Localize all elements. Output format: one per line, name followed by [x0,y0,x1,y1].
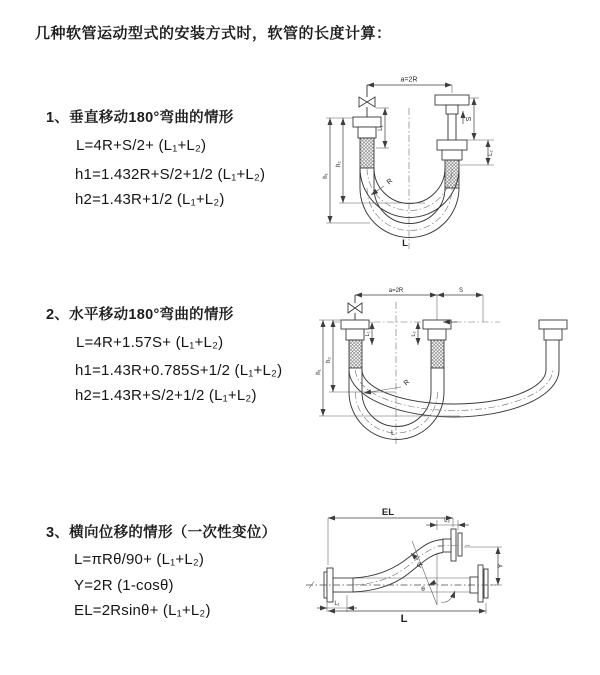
fixed-pipe-fitting [341,320,369,368]
phantom-straight-position [353,565,488,602]
dim-label-l1: L₁ [334,601,340,607]
dim-s [437,288,483,322]
length-label: L [400,613,408,625]
length-label: L [402,238,408,249]
diagram-horizontal-180-bend [305,280,595,450]
diagram-vertical-180-bend [308,66,588,261]
length-label: L [391,430,395,437]
radius-label: R [402,378,412,388]
dim-label-h1: h₁ [323,173,329,179]
section-1-formula-L: L=4R+S/2+ (L₁+L₂) [76,137,207,154]
dim-l2 [411,322,418,345]
radius-label: R [416,561,425,570]
section-2-formula-L: L=4R+1.57S+ (L₁+L₂) [76,334,224,351]
dim-label-s: S [466,116,473,122]
right-pipe-fitting [435,95,469,188]
dim-label-l1: L₁ [378,125,384,131]
dim-label-l1: L₁ [365,331,371,337]
section-3-formula-Y: Y=2R (1-cosθ) [74,577,174,594]
section-1-formula-h2: h2=1.43R+1/2 (L₁+L₂) [75,191,225,208]
page-title: 几种软管运动型式的安装方式时，软管的长度计算： [35,25,392,42]
section-3-formula-EL: EL=2Rsinθ+ (L₁+L₂) [74,602,211,619]
radius-callout [364,379,411,393]
section-1-heading: 1、垂直移动180°弯曲的情形 [46,110,234,126]
dim-l1 [376,108,389,148]
dim-label-y: Y [495,563,505,569]
section-2-heading: 2、水平移动180°弯曲的情形 [46,307,234,323]
moving-pipe-fitting-pos2 [539,320,567,370]
section-3-formula-L: L=πRθ/90+ (L₁+L₂) [74,551,205,568]
radius-callout [411,553,425,569]
dim-label-h1: h₁ [316,369,322,375]
dim-l [328,603,486,625]
dim-label-a2r: a=2R [400,76,418,84]
dim-l2 [426,518,469,530]
dim-label-s: S [458,288,464,294]
radius-label: R [385,177,395,187]
dim-label-l2: L₂ [444,518,450,524]
dim-label-l2: L₂ [488,150,494,156]
theta-label: θ [421,586,425,593]
hose-u-loop-pos1 [349,368,444,440]
dim-label-l2: L₂ [411,331,417,337]
hose-s-curve [353,540,443,593]
diagram-lateral-displacement [300,498,600,653]
radius-callout [371,178,394,195]
dim-el [328,507,453,565]
dim-l1 [317,595,357,612]
dim-label-a2r: a=2R [388,288,404,294]
valve-icon [359,85,375,117]
section-2-formula-h1: h1=1.43R+0.785S+1/2 (L₁+L₂) [75,362,283,379]
section-3-heading: 3、横向位移的情形（一次性变位） [46,525,277,541]
dim-label-h2: h₂ [326,357,332,363]
upper-flange [438,529,470,561]
dim-a2r [367,77,452,94]
hose-u-loop-pos2 [349,370,559,417]
dim-s [466,98,494,140]
dim-label-h2: h₂ [336,161,342,167]
dim-label-el: EL [381,507,395,518]
section-1-formula-h1: h1=1.432R+S/2+1/2 (L₁+L₂) [75,166,266,183]
moving-pipe-fitting-pos1 [423,320,451,368]
section-2-formula-h2: h2=1.43R+S/2+1/2 (L₁+L₂) [75,387,257,404]
left-pipe-fitting [353,117,381,168]
valve-icon [348,295,362,320]
